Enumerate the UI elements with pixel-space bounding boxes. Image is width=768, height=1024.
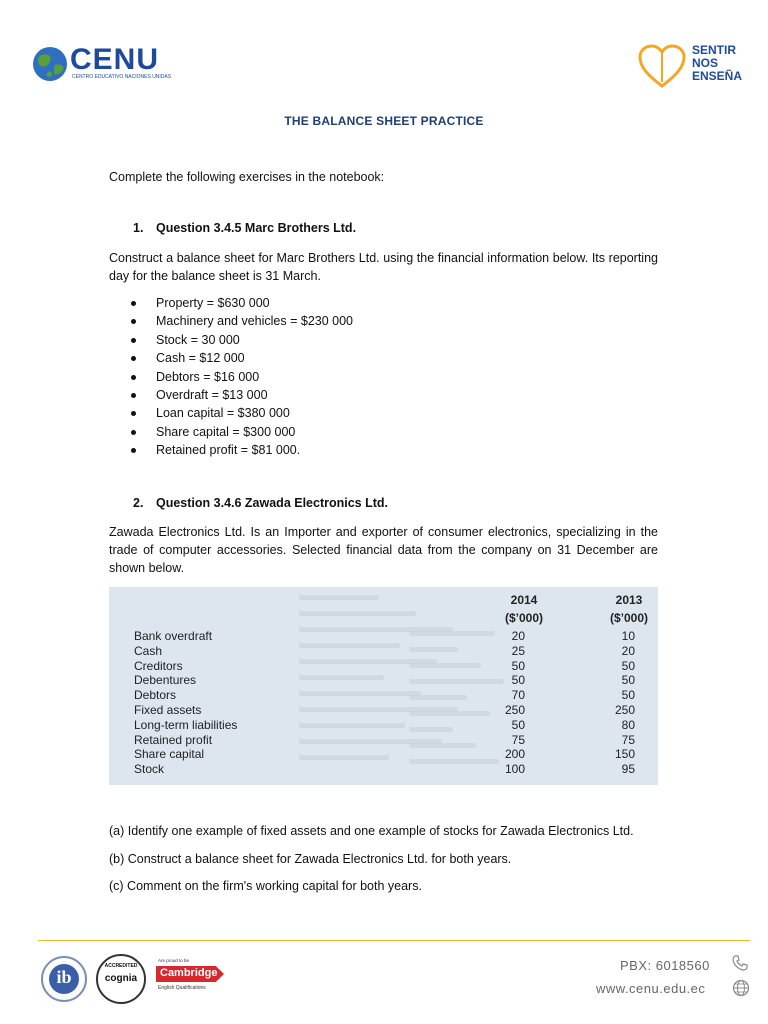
phone-number: PBX: 6018560 [620, 958, 710, 973]
logo-line-2: NOS [692, 56, 719, 70]
website[interactable]: www.cenu.edu.ec [596, 981, 706, 996]
list-item: Stock = 30 000 [109, 331, 353, 349]
logo-name: CENU [70, 43, 160, 76]
q2-heading: Question 3.4.6 Zawada Electronics Ltd. [156, 496, 389, 510]
table-cell-2013: 150 [614, 747, 635, 762]
table-cell-2013: 250 [614, 703, 635, 717]
q2-text: Zawada Electronics Ltd. Is an Importer and exporter of consumer electronics, specializing in the trade of computer accessories. Selected financial data from the company on 31 December are shown below. [109, 525, 658, 575]
table-cell-2014: 50 [511, 673, 525, 688]
scan-bleed-line [299, 595, 379, 600]
table-row-label: Retained profit [134, 732, 213, 747]
scan-bleed-line [299, 675, 384, 680]
table-cell-2013: 50 [621, 658, 635, 673]
task-a: (a) Identify one example of fixed assets and one example of stocks for Zawada Electronics Ltd. [109, 824, 634, 838]
list-item: Cash = $12 000 [109, 349, 353, 367]
list-item: Overdraft = $13 000 [109, 386, 353, 404]
table-row-label: Debtors [134, 688, 177, 703]
globe-icon [732, 979, 750, 997]
ib-badge [38, 955, 90, 1003]
table-row-label: Stock [134, 762, 165, 777]
scan-bleed-line [409, 663, 481, 668]
table-cell-2013: 75 [621, 732, 635, 747]
ib-text: ib [56, 967, 72, 987]
table-cell-2014: 100 [504, 762, 525, 777]
footer-divider [38, 940, 750, 941]
table-row-label: Cash [134, 643, 163, 658]
cenu-logo [30, 44, 190, 84]
table-cell-2013: 50 [621, 688, 635, 703]
scan-bleed-line [299, 723, 405, 728]
q2-number: 2. [133, 496, 144, 510]
logo-line-1: SENTIR [692, 43, 737, 57]
header-2014: 2014 [510, 593, 538, 607]
scan-bleed-line [409, 727, 453, 732]
cambridge-badge [156, 958, 236, 998]
logo-line-3: ENSEÑA [692, 69, 743, 83]
scan-bleed-line [409, 647, 458, 652]
table-cell-2014: 70 [511, 688, 525, 703]
q1-item-list [109, 294, 353, 460]
table-cell-2013: 20 [621, 643, 635, 658]
scan-bleed-line [409, 631, 495, 636]
phone-icon [731, 954, 749, 972]
table-cell-2013: 10 [621, 629, 635, 643]
cambridge-small-text: Are proud to be [158, 958, 190, 963]
table-row-label: Fixed assets [134, 703, 202, 717]
cognia-top-text: ACCREDITED [104, 963, 138, 969]
scan-bleed-line [409, 743, 476, 748]
cognia-text: cognia [104, 973, 138, 984]
table-cell-2014: 25 [511, 643, 525, 658]
q1-text: Construct a balance sheet for Marc Brothers Ltd. using the financial information below. Its reporting day for the balance sheet is 31 March. [109, 251, 658, 283]
scan-bleed-line [299, 643, 400, 648]
task-b: (b) Construct a balance sheet for Zawada Electronics Ltd. for both years. [109, 852, 512, 866]
table-row-label: Share capital [134, 747, 205, 762]
q1-number: 1. [133, 221, 144, 235]
table-row-label: Long-term liabilities [134, 717, 238, 732]
table-cell-2014: 75 [511, 732, 525, 747]
scan-bleed-line [409, 695, 467, 700]
list-item: Machinery and vehicles = $230 000 [109, 312, 353, 330]
table-cell-2013: 80 [621, 717, 635, 732]
table-cell-2013: 50 [621, 673, 635, 688]
sentir-logo [636, 40, 746, 90]
scan-bleed-line [299, 611, 416, 616]
q1-heading: Question 3.4.5 Marc Brothers Ltd. [156, 221, 357, 235]
list-item: Property = $630 000 [109, 294, 353, 312]
table-row-label: Creditors [134, 658, 183, 673]
table-row-label: Bank overdraft [134, 629, 213, 643]
cognia-badge [96, 954, 146, 1004]
cambridge-sub: English Qualifications [158, 985, 206, 991]
table-cell-2014: 50 [511, 717, 525, 732]
table-row-label: Debentures [134, 673, 197, 688]
table-cell-2014: 200 [504, 747, 525, 762]
scan-bleed-line [299, 755, 389, 760]
heart-icon [636, 42, 688, 90]
page-title: THE BALANCE SHEET PRACTICE [284, 114, 484, 128]
unit-2013: ($’000) [609, 611, 649, 625]
intro-text: Complete the following exercises in the notebook: [109, 170, 385, 184]
financial-data-table [109, 587, 658, 785]
scan-bleed-line [299, 691, 421, 696]
scan-bleed-line [409, 711, 490, 716]
list-item: Debtors = $16 000 [109, 368, 353, 386]
logo-subtitle: CENTRO EDUCATIVO NACIONES UNIDAS [72, 74, 172, 80]
unit-2014: ($’000) [504, 611, 544, 625]
list-item: Loan capital = $380 000 [109, 404, 353, 422]
header-2013: 2013 [615, 593, 643, 607]
cambridge-name: Cambridge [160, 967, 218, 979]
table-cell-2014: 250 [504, 703, 525, 717]
list-item: Retained profit = $81 000. [109, 441, 353, 459]
list-item: Share capital = $300 000 [109, 423, 353, 441]
task-c: (c) Comment on the firm's working capital for both years. [109, 879, 422, 893]
table-cell-2013: 95 [621, 762, 635, 777]
table-cell-2014: 50 [511, 658, 525, 673]
table-cell-2014: 20 [511, 629, 525, 643]
